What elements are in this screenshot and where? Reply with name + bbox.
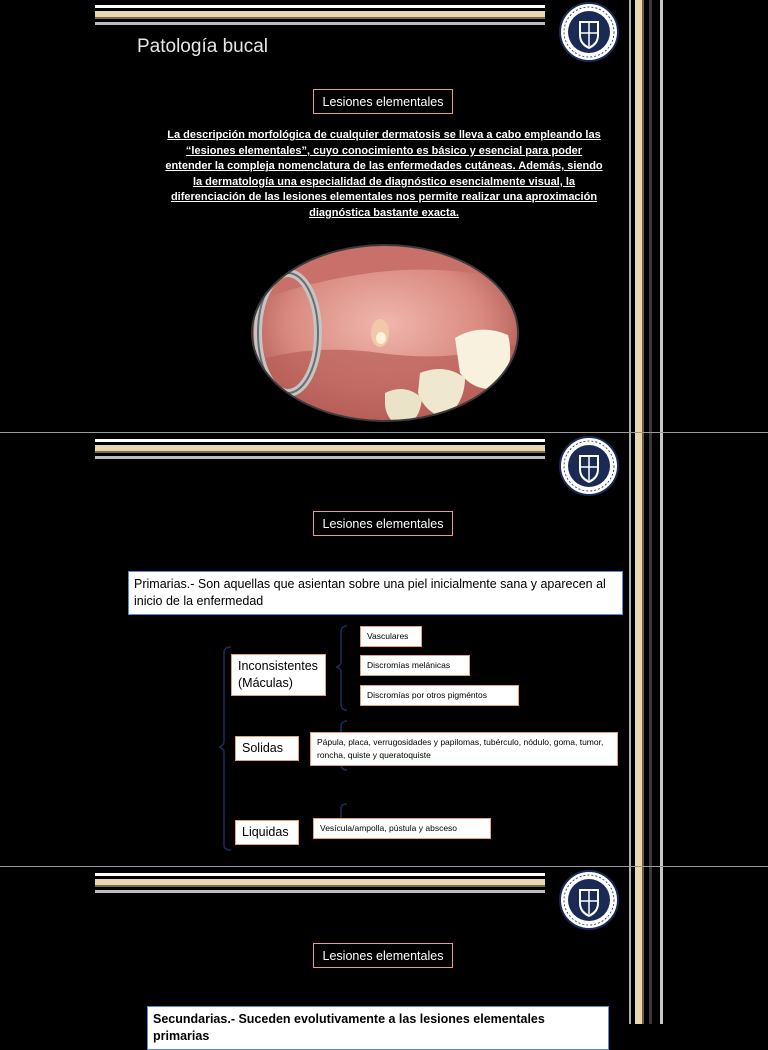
item-vasculares: Vasculares: [360, 626, 422, 647]
intro-paragraph: La descripción morfológica de cualquier dermatosis se lleva a cabo empleando las “lesiones elementales”, cuyo conocimiento es básico y esencial para poder entender la compleja nomenclatura de las enfermedades cutáneas. Además, siendo la dermatología una especialidad de diagnóstico esencialmente visual, la diferenciación de las lesiones elementales nos permite realizar una aproximación diagnóstica bastante exacta.: [165, 129, 603, 219]
item-discromias-otros: Discromías por otros pigméntos: [360, 685, 519, 706]
header-stripes: [95, 2, 545, 30]
category-solidas: Solidas: [235, 736, 299, 761]
oral-lesion-photo: [250, 243, 520, 423]
item-liquidas-list: Vesícula/ampolla, pústula y absceso: [313, 818, 491, 839]
school-crest-icon: [558, 1, 620, 63]
header-stripes: [95, 870, 545, 898]
slide-separator: [0, 866, 768, 867]
item-solidas-list: Pápula, placa, verrugosidades y papilomas, tubérculo, nódulo, goma, tumor, roncha, quiste y queratoquiste: [310, 732, 618, 766]
category-inconsistentes: Inconsistentes (Máculas): [231, 654, 326, 696]
primarias-definition: Primarias.- Son aquellas que asientan sobre una piel inicialmente sana y aparecen al inicio de la enfermedad: [128, 571, 623, 615]
heading-box: Lesiones elementales: [313, 89, 453, 114]
vertical-stripes-decoration: [625, 0, 672, 1024]
heading-box: Lesiones elementales: [313, 511, 453, 536]
school-crest-icon: [558, 435, 620, 497]
slide-title: Patología bucal: [137, 36, 268, 57]
slide-2: [95, 434, 625, 864]
category-liquidas: Liquidas: [235, 820, 299, 845]
secundarias-definition: Secundarias.- Suceden evolutivamente a las lesiones elementales primarias: [147, 1006, 609, 1050]
slide-3: [95, 868, 625, 1043]
slide-separator: [0, 432, 768, 433]
school-crest-icon: [558, 869, 620, 931]
heading-box: Lesiones elementales: [313, 943, 453, 968]
slide-1: [95, 0, 625, 430]
header-stripes: [95, 436, 545, 464]
item-discromias-melanicas: Discromías melánicas: [360, 655, 470, 676]
